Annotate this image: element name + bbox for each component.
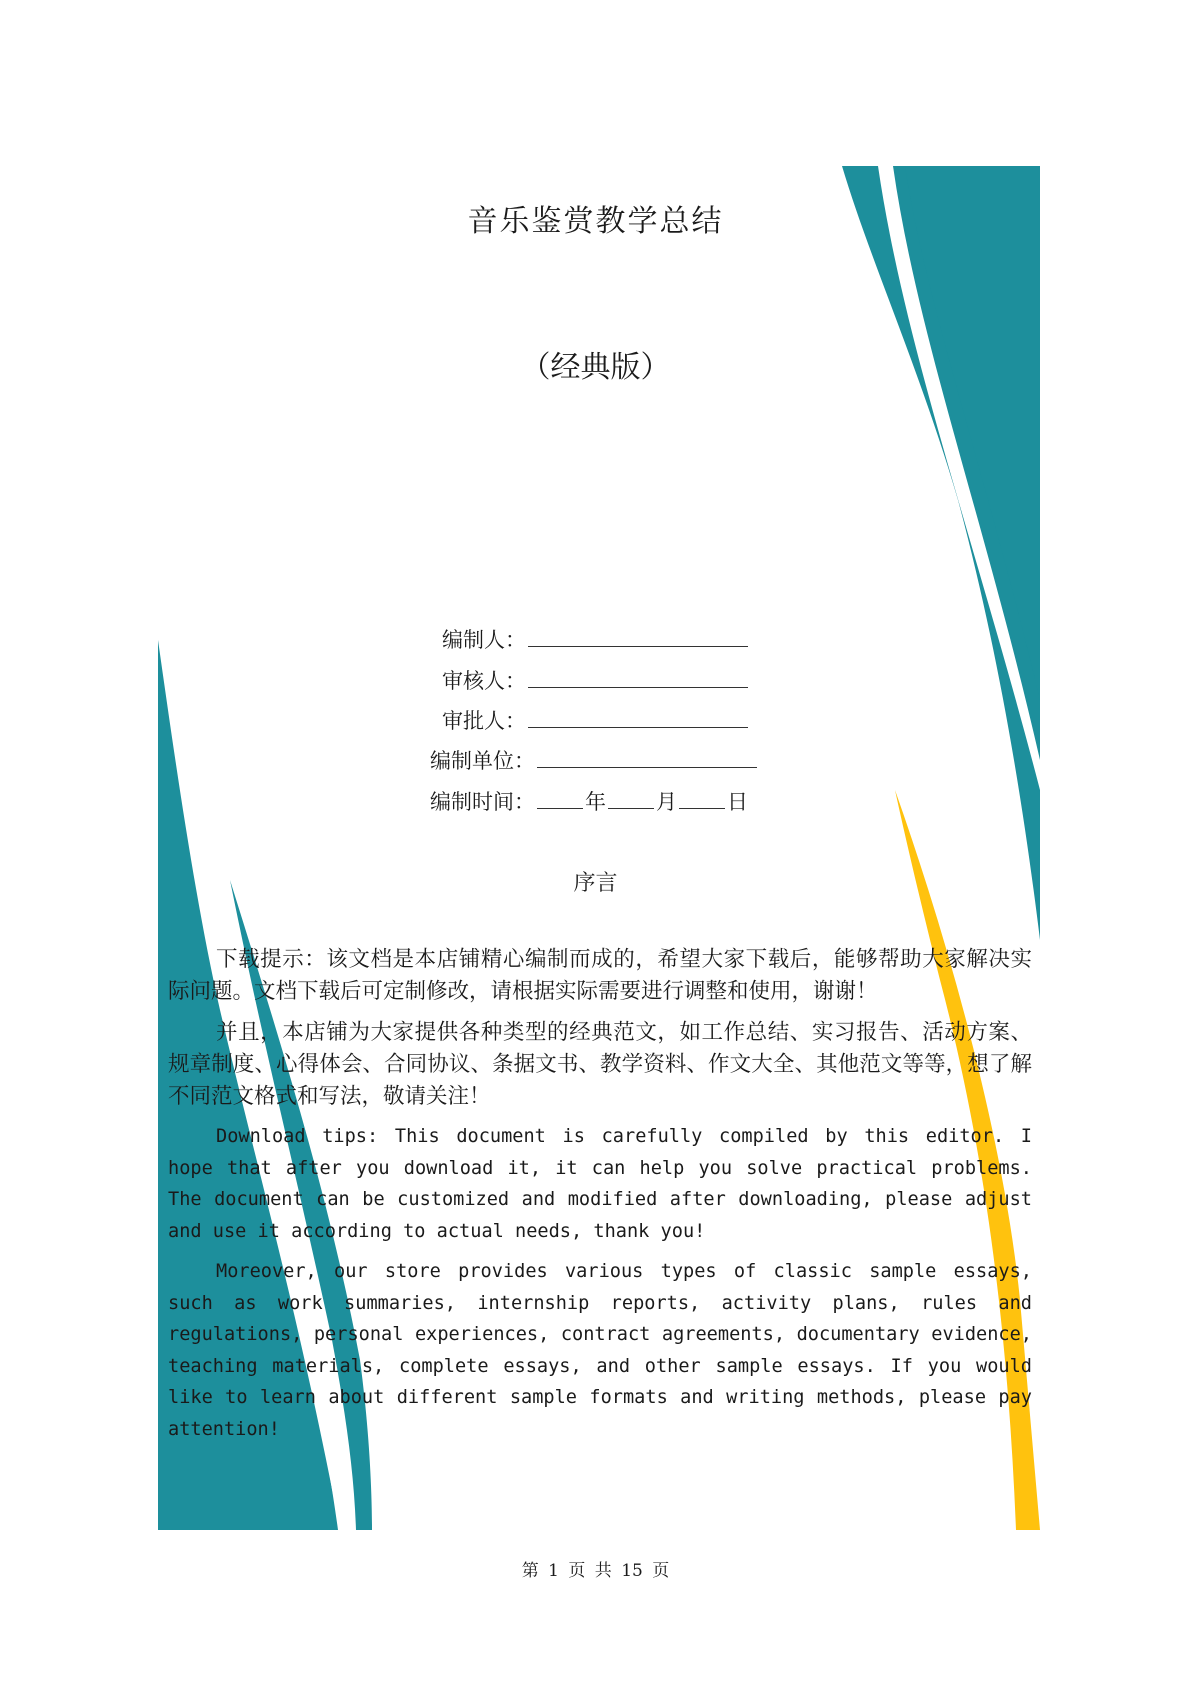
time-label: 编制时间： bbox=[430, 790, 535, 814]
document-title: 音乐鉴赏教学总结 bbox=[467, 204, 724, 239]
year-blank-line bbox=[537, 786, 583, 809]
month-blank-line bbox=[608, 786, 654, 809]
compiler-label: 编制人： bbox=[442, 628, 526, 652]
approver-blank-line bbox=[528, 705, 748, 728]
preface-cn-paragraph-1: 下载提示：该文档是本店铺精心编制而成的，希望大家下载后，能够帮助大家解决实际问题。文档下载后可定制修改，请根据实际需要进行调整和使用，谢谢！ bbox=[168, 947, 1032, 1004]
unit-label: 编制单位： bbox=[430, 749, 535, 773]
day-label: 日 bbox=[727, 790, 748, 814]
approver-field bbox=[442, 705, 748, 737]
day-blank-line bbox=[679, 786, 725, 809]
preface-heading: 序言 bbox=[573, 871, 618, 896]
unit-field bbox=[430, 745, 757, 777]
teal-swoosh-right bbox=[842, 166, 1040, 940]
month-label: 月 bbox=[656, 790, 677, 814]
page-number-footer: 第 1 页 共 15 页 bbox=[521, 1561, 670, 1581]
time-field bbox=[430, 786, 748, 818]
preface-en-paragraph-1: Download tips: This document is carefully compiled by this editor. I hope that after you download it, it can help you solve practical problems. The document can be customized and modified after downloading, please adjust and use it according to actual needs, thank you! bbox=[168, 1126, 1032, 1242]
unit-blank-line bbox=[537, 745, 757, 768]
preface-en-paragraph-2: Moreover, our store provides various types of classic sample essays, such as work summaries, internship reports, activity plans, rules and regulations, personal experiences, contract agreements, documentary evidence, teaching materials, complete essays, and other sample essays. If you would like to learn about different sample formats and writing methods, please pay attention! bbox=[168, 1261, 1032, 1440]
reviewer-blank-line bbox=[528, 665, 748, 688]
reviewer-label: 审核人： bbox=[442, 669, 526, 693]
reviewer-field bbox=[442, 665, 748, 697]
approver-label: 审批人： bbox=[442, 709, 526, 733]
compiler-blank-line bbox=[528, 624, 748, 647]
year-label: 年 bbox=[585, 790, 606, 814]
compiler-field bbox=[442, 624, 748, 656]
document-subtitle: （经典版） bbox=[520, 350, 671, 385]
preface-cn-paragraph-2: 并且，本店铺为大家提供各种类型的经典范文，如工作总结、实习报告、活动方案、规章制度、心得体会、合同协议、条据文书、教学资料、作文大全、其他范文等等，想了解不同范文格式和写法，敬请关注！ bbox=[168, 1020, 1032, 1109]
